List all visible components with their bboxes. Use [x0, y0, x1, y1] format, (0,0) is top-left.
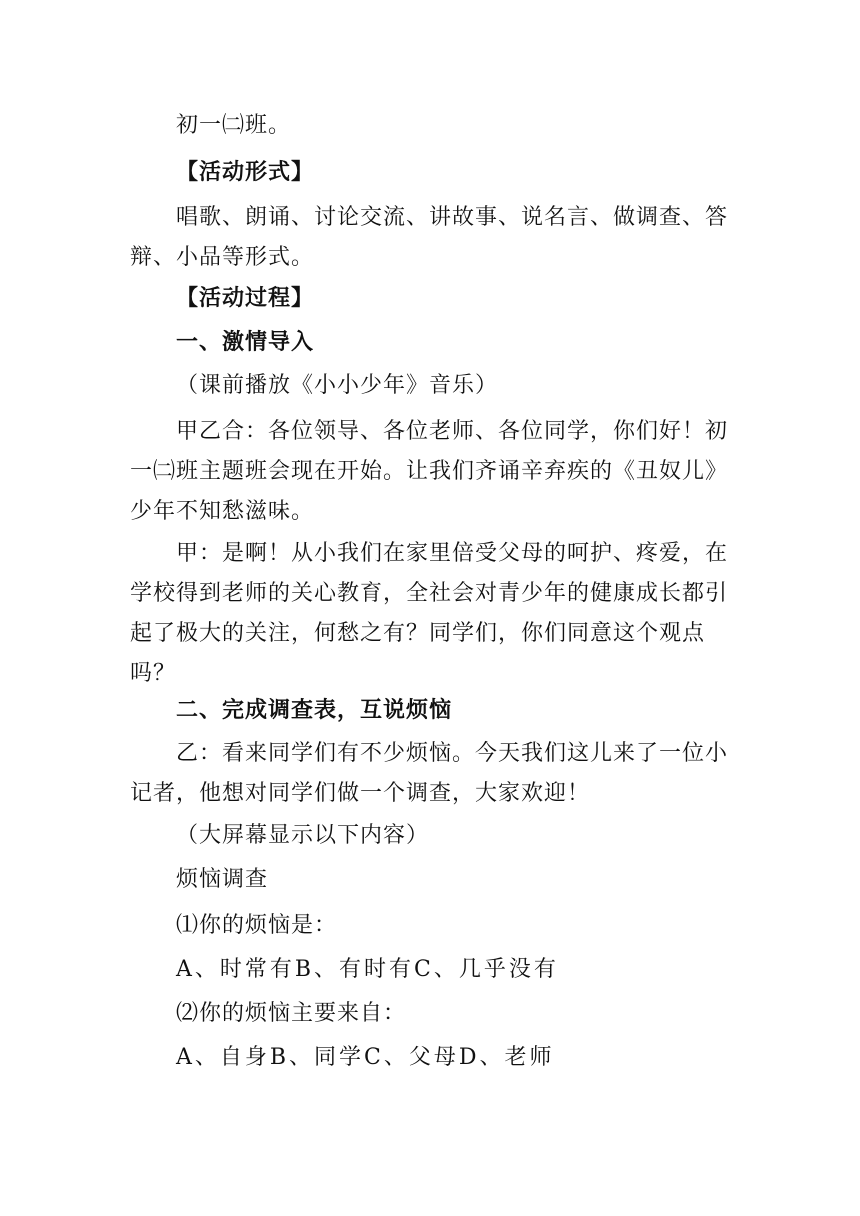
opening-dialogue-paragraph: 甲乙合：各位领导、各位老师、各位同学，你们好！初一㈡班主题班会现在开始。让我们齐诵辛弃疾的《丑奴儿》少年不知愁滋味。 [130, 419, 729, 524]
subheading-passionate-intro: 一、激情导入 [176, 329, 315, 355]
survey-options-1: A、时常有B、有时有C、几乎没有 [176, 957, 559, 982]
screen-note-paragraph: （大屏幕显示以下内容） [176, 823, 430, 848]
survey-question-2: ⑵你的烦恼主要来自： [176, 1001, 407, 1026]
survey-question-1: ⑴你的烦恼是： [176, 913, 338, 938]
yi-dialogue-paragraph: 乙：看来同学们有不少烦恼。今天我们这儿来了一位小记者，他想对同学们做一个调查，大家欢迎！ [130, 741, 729, 806]
jia-dialogue-paragraph: 甲：是啊！从小我们在家里倍受父母的呵护、疼爱，在学校得到老师的关心教育，全社会对青少年的健康成长都引起了极大的关注，何愁之有？同学们，你们同意这个观点吗？ [130, 541, 729, 686]
class-line: 初一㈡班。 [176, 113, 292, 138]
subheading-survey: 二、完成调查表，互说烦恼 [176, 697, 453, 723]
music-note-paragraph: （课前播放《小小少年》音乐） [176, 373, 499, 398]
survey-options-2: A、自身B、同学C、父母D、老师 [176, 1045, 555, 1070]
activity-form-paragraph: 唱歌、朗诵、讨论交流、讲故事、说名言、做调查、答辩、小品等形式。 [130, 205, 729, 270]
section-heading-activity-process: 【活动过程】 [176, 285, 315, 311]
section-heading-activity-form: 【活动形式】 [176, 159, 315, 185]
survey-title: 烦恼调查 [176, 867, 269, 892]
